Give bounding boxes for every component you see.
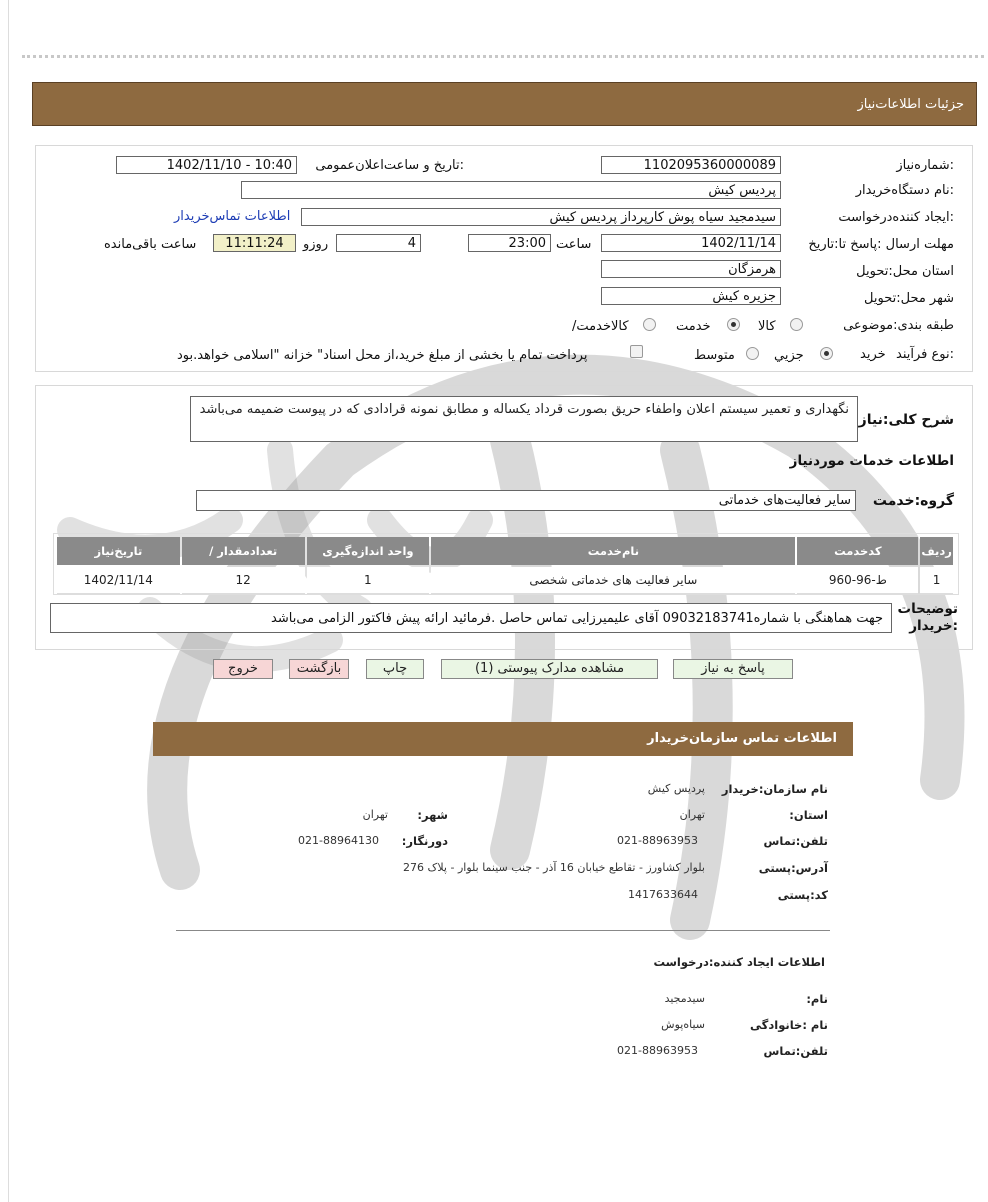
contact-header	[153, 722, 853, 756]
top-dotted-divider	[22, 55, 984, 58]
creator-phone-value: 021-88963953	[617, 1044, 698, 1057]
table-row	[57, 567, 953, 594]
time-label: ساعت	[556, 237, 592, 252]
process-minor-label: جزیي	[774, 348, 804, 363]
city-contact-label: :شهر	[417, 808, 448, 822]
cell-unit: 1	[307, 567, 430, 594]
remaining-label: ساعت باقی‌مانده	[104, 237, 197, 252]
announce-field: 1402/11/10 - 10:40	[116, 156, 297, 174]
creator-section-title: اطلاعات ایجاد کننده:درخواست	[653, 955, 825, 969]
notes-field: جهت هماهنگی با شماره09032183741 آقای علیمیرزایی تماس حاصل .فرمائید ارائه پیش فاکتور الزامی می‌باشد	[50, 603, 892, 633]
deadline-date-field: 1402/11/14	[601, 234, 781, 252]
reply-button[interactable]: پاسخ به نیاز	[673, 659, 793, 679]
province-contact-label: :استان	[789, 808, 828, 822]
back-button[interactable]: بازگشت	[289, 659, 349, 679]
postal-label: کد:پستی	[777, 888, 828, 902]
days-label: روزو	[303, 237, 329, 252]
cell-service-code: ط-96-960	[797, 567, 918, 594]
phone-label: تلفن:تماس	[763, 834, 828, 848]
need-info-panel	[35, 145, 973, 372]
category-goods-service-radio[interactable]	[643, 318, 656, 331]
category-goods-radio[interactable]	[790, 318, 803, 331]
cell-quantity: 12	[182, 567, 305, 594]
header-service-name: نام‌خدمت	[431, 537, 795, 565]
exit-button[interactable]: خروج	[213, 659, 273, 679]
left-border-line	[8, 0, 9, 1202]
header-row-number: ردیف	[920, 537, 953, 565]
notes-label: توضیحات :خریدار	[897, 601, 958, 634]
process-buy-label: خرید	[860, 347, 886, 362]
services-table	[55, 535, 955, 596]
process-medium-radio[interactable]	[746, 347, 759, 360]
process-label: نوع فرآیند:	[896, 347, 954, 362]
category-label: طبقه بندی:موضوعی	[843, 318, 954, 333]
category-service-radio[interactable]	[727, 318, 740, 331]
buyer-org-field: پردیس کیش	[241, 181, 781, 199]
buyer-org-label: نام دستگاه‌خریدار:	[855, 183, 954, 198]
table-header-row	[57, 537, 953, 565]
deadline-time-field: 23:00	[468, 234, 551, 252]
need-number-label: شماره‌نیاز:	[896, 158, 954, 173]
category-goods-service-label: /کالاخدمت	[572, 319, 629, 334]
category-service-label: خدمت	[676, 319, 711, 334]
treasury-payment-checkbox[interactable]	[630, 345, 643, 358]
header-date: تاریخ‌نیاز	[57, 537, 180, 565]
cell-date: 1402/11/14	[57, 567, 180, 594]
header-quantity: / تعدادمقدار	[182, 537, 305, 565]
province-field: هرمزگان	[601, 260, 781, 278]
services-title: اطلاعات خدمات موردنیاز	[789, 453, 954, 469]
process-medium-label: متوسط	[694, 348, 735, 363]
address-label: آدرس:پستی	[758, 861, 828, 875]
page-header	[32, 82, 977, 126]
city-label: شهر محل:تحویل	[864, 291, 954, 306]
days-field: 4	[336, 234, 421, 252]
contact-title: اطلاعات تماس سازمان‌خریدار	[647, 731, 837, 746]
creator-phone-label: تلفن:تماس	[763, 1044, 828, 1058]
name-label: :نام	[806, 992, 828, 1006]
group-field: سایر فعالیت‌های خدماتی	[196, 490, 856, 511]
city-field: جزیره کیش	[601, 287, 781, 305]
section-divider	[176, 930, 830, 931]
summary-label: شرح کلی:نیاز	[858, 412, 954, 428]
family-label: نام :خانوادگی	[750, 1018, 828, 1032]
fax-value: 021-88964130	[298, 834, 379, 847]
category-goods-label: کالا	[758, 319, 776, 334]
fax-label: :دورنگار	[401, 834, 448, 848]
group-label: گروه:خدمت	[872, 493, 954, 509]
cell-service-name: سایر فعالیت های خدماتی شخصی	[431, 567, 795, 594]
cell-row-number: 1	[920, 567, 953, 594]
address-value: بلوار کشاورز - تقاطع خیابان 16 آذر - جنب سینما بلوار - پلاک 276	[403, 861, 705, 874]
org-value: پردیس کیش	[647, 782, 705, 795]
phone-value: 021-88963953	[617, 834, 698, 847]
process-minor-radio[interactable]	[820, 347, 833, 360]
header-title: جزئیات اطلاعات‌نیاز	[857, 97, 964, 112]
province-label: استان محل:تحویل	[856, 264, 954, 279]
announce-label: تاریخ و ساعت‌اعلان‌عمومی:	[315, 158, 464, 173]
need-number-field: 1102095360000089	[601, 156, 781, 174]
summary-text: نگهداری و تعمیر سیستم اعلان واطفاء حریق بصورت قرداد یکساله و مطابق نمونه قرادادی که در پیوست ضمیمه می‌باشد	[190, 396, 858, 442]
org-label: نام سازمان:خریدار	[721, 782, 828, 796]
deadline-label: مهلت ارسال :پاسخ تا:تاریخ	[808, 237, 954, 252]
header-unit: واحد اندازه‌گیری	[307, 537, 430, 565]
creator-field: سیدمجید سیاه پوش کارپرداز پردیس کیش	[301, 208, 781, 226]
treasury-payment-note: پرداخت تمام یا بخشی از مبلغ خرید،از محل اسناد" خزانه "اسلامی خواهد.بود	[177, 348, 588, 363]
city-contact-value: تهران	[362, 808, 388, 821]
header-service-code: کدخدمت	[797, 537, 918, 565]
family-value: سیاه‌پوش	[661, 1018, 705, 1031]
province-contact-value: تهران	[679, 808, 705, 821]
postal-value: 1417633644	[628, 888, 698, 901]
print-button[interactable]: چاپ	[366, 659, 424, 679]
attachments-button[interactable]: مشاهده مدارک پیوستی (1)	[441, 659, 658, 679]
name-value: سیدمجید	[664, 992, 705, 1005]
remaining-time-field: 11:11:24	[213, 234, 296, 252]
creator-label: ایجاد کننده‌درخواست:	[838, 210, 954, 225]
buyer-contact-link[interactable]: اطلاعات تماس‌خریدار	[174, 209, 291, 224]
